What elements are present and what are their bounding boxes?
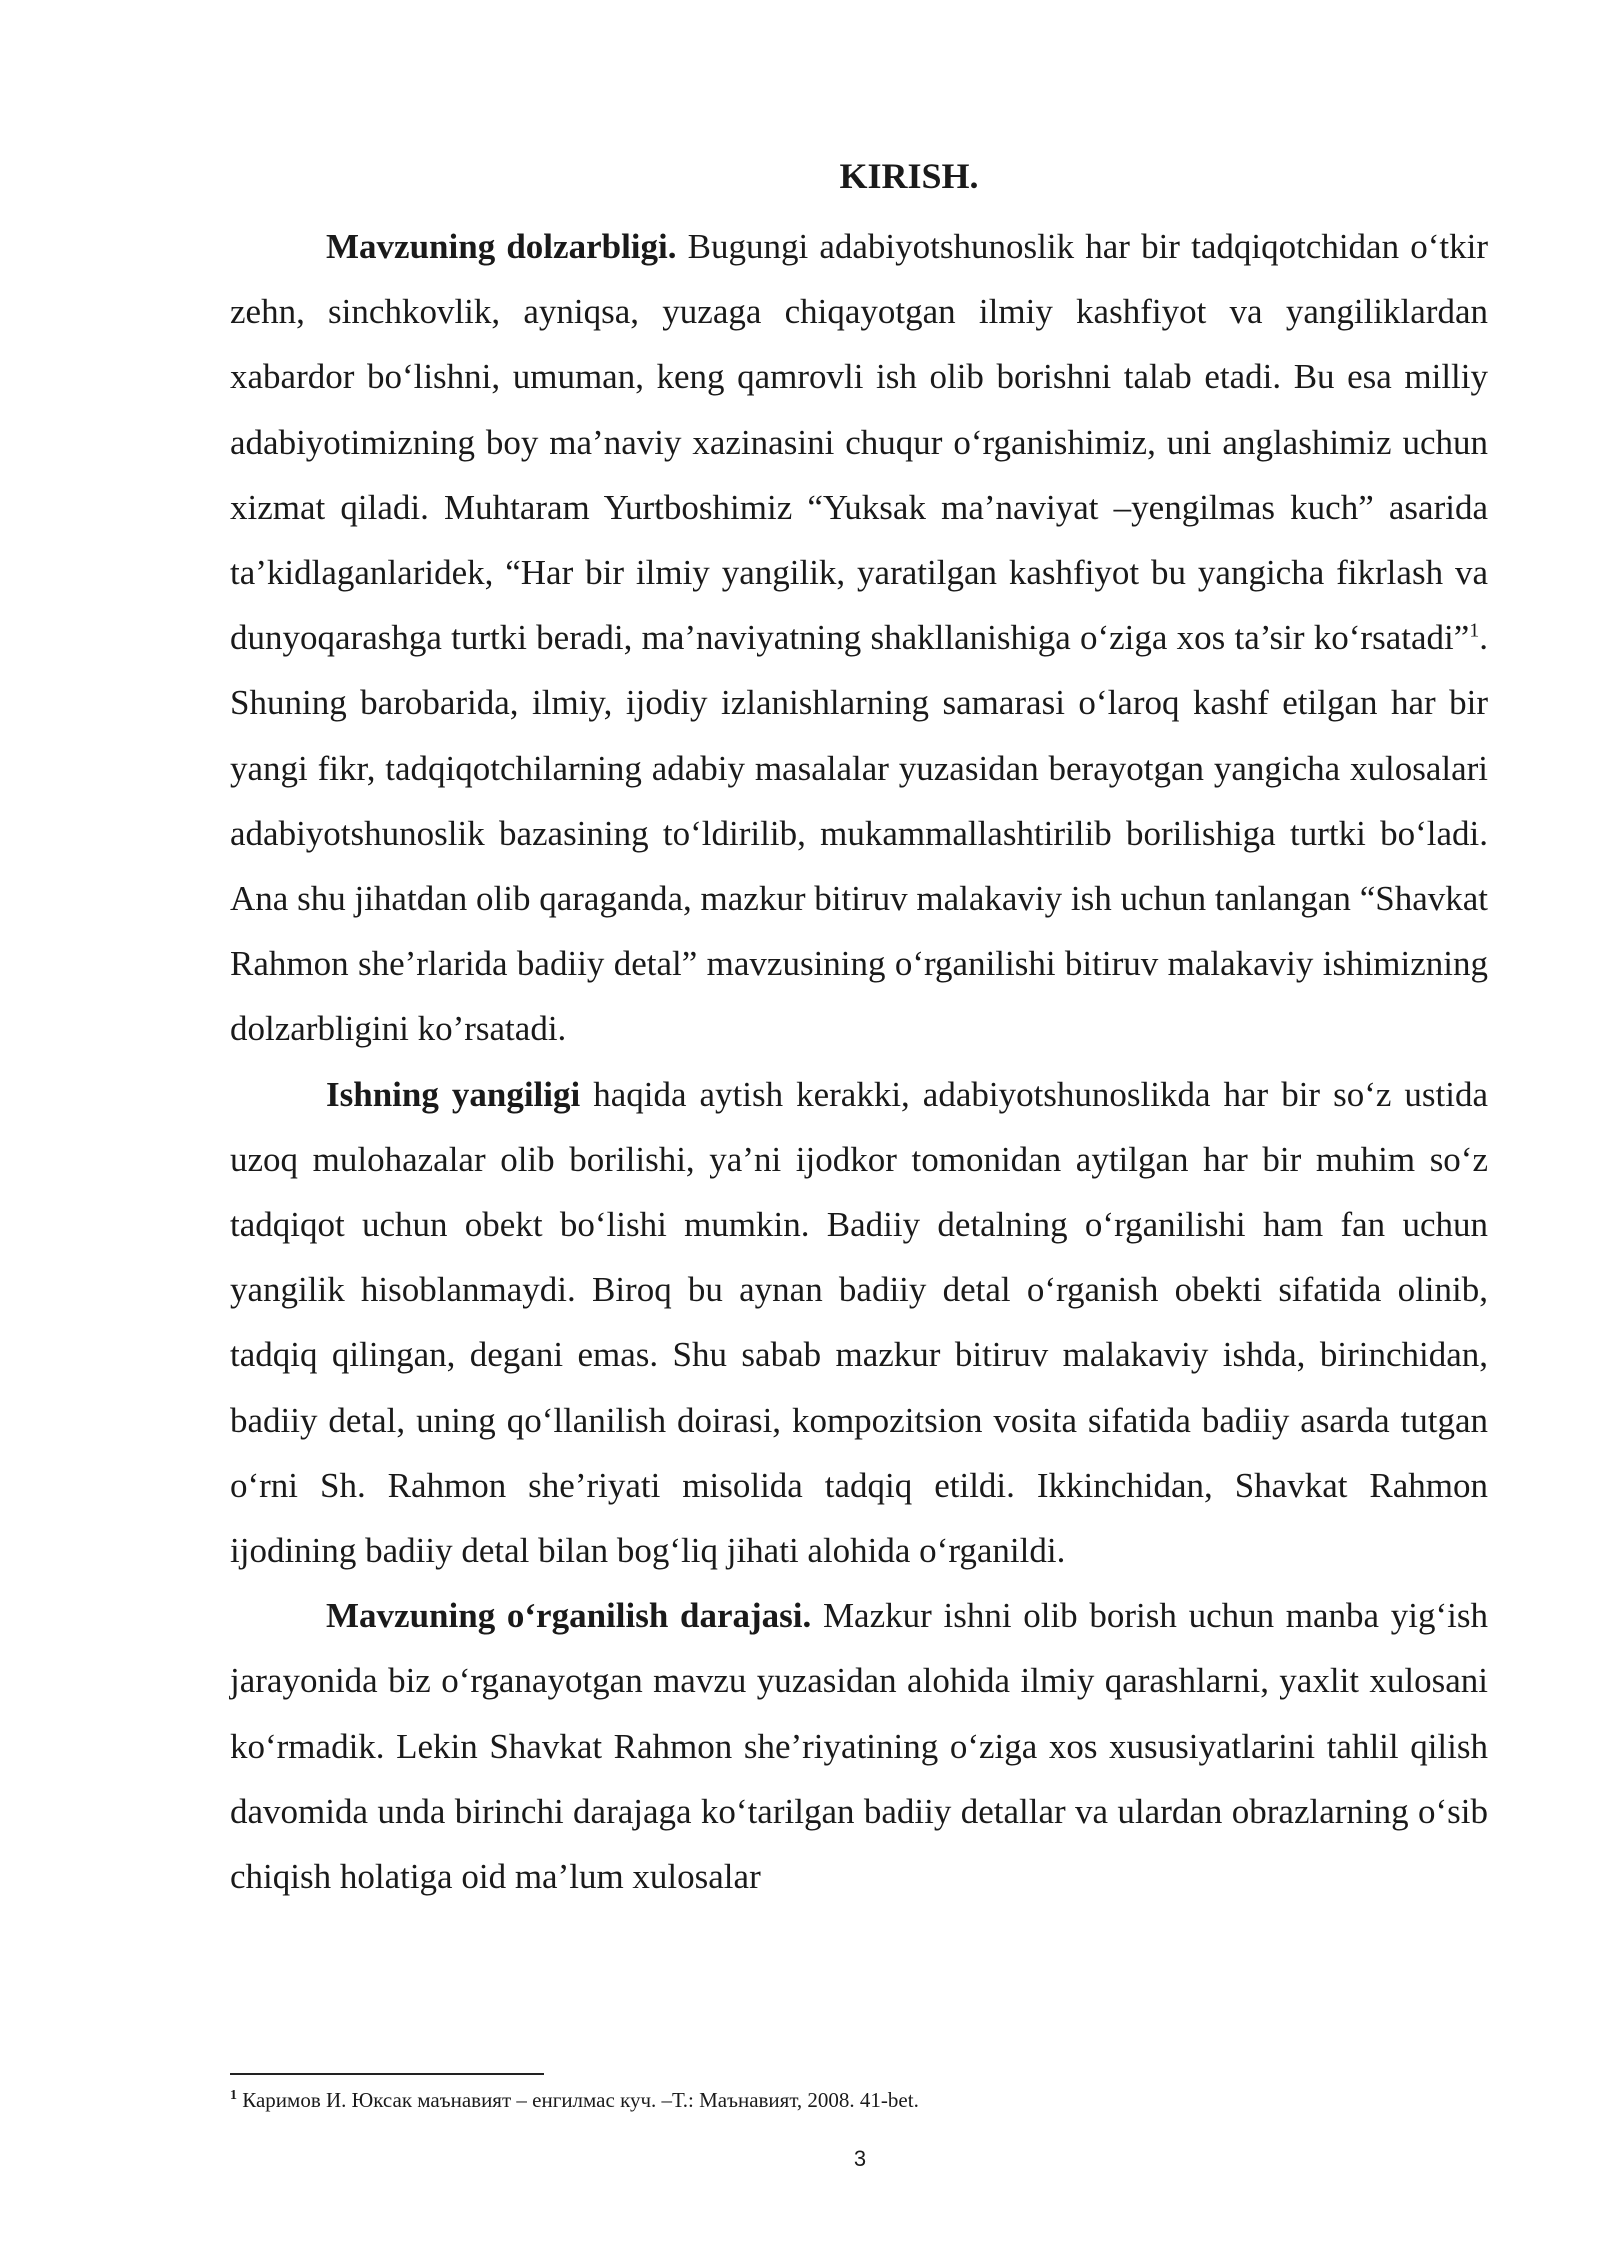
paragraph-text: . Shuning barobarida, ilmiy, ijodiy izlanishlarning samarasi o‘laroq kashf etilgan har bir yangi fikr, tadqiqotchilarning adabiy masalalar yuzasidan berayotgan yangicha xulosalari adabiyotshunoslik bazasining to‘ldirilib, mukammallashtirilib borilishiga turtki bo‘ladi. Ana shu jihatdan olib qaraganda, mazkur bitiruv malakaviy ish uchun tanlangan “Shavkat Rahmon she’rlarida badiiy detal” mavzusining o‘rganilishi bitiruv malakaviy ishimizning dolzarbligini ko’rsatadi.	[230, 618, 1488, 1049]
paragraph-novelty	[230, 1062, 1488, 1584]
paragraph-text: Bugungi adabiyotshunoslik har bir tadqiqotchidan o‘tkir zehn, sinchkovlik, ayniqsa, yuzaga chiqayotgan ilmiy kashfiyot va yangiliklardan xabardor bo‘lishni, umuman, keng qamrovli ish olib borishni talab etadi. Bu esa milliy adabiyotimizning boy ma’naviy xazinasini chuqur o‘rganishimiz, uni anglashimiz uchun xizmat qiladi. Muhtaram Yurtboshimiz “Yuksak ma’naviyat –yengilmas kuch” asarida ta’kidlaganlaridek, “Har bir ilmiy yangilik, yaratilgan kashfiyot bu yangicha fikrlash va dunyoqarashga turtki beradi, ma’naviyatning shakllanishiga o‘ziga xos ta’sir ko‘rsatadi”	[230, 227, 1489, 658]
page-number: 3	[853, 2146, 867, 2171]
paragraph-text: haqida aytish kerakki, adabiyotshunoslikda har bir so‘z ustida uzoq mulohazalar olib borilishi, ya’ni ijodkor tomonidan aytilgan har bir muhim so‘z tadqiqot uchun obekt bo‘lishi mumkin. Badiiy detalning o‘rganilishi ham fan uchun yangilik hisoblanmaydi. Biroq bu aynan badiiy detal o‘rganish obekti sifatida olinib, tadqiq qilingan, degani emas. Shu sabab mazkur bitiruv malakaviy ishda, birinchidan, badiiy detal, uning qo‘llanilish doirasi, kompozitsion vosita sifatida badiiy asarda tutgan o‘rni Sh. Rahmon she’riyati misolida tadqiq etildi. Ikkinchidan, Shavkat Rahmon ijodining badiiy detal bilan bog‘liq jihati alohida o‘rganildi.	[230, 1074, 1488, 1571]
paragraph-lead: Mavzuning o‘rganilish darajasi.	[326, 1596, 812, 1636]
footnote-reference[interactable]: 1	[1469, 619, 1480, 642]
document-page	[230, 148, 1488, 1909]
footnote-text: Каримов И. Юксак маънавият – енгилмас куч. –Т.: Маънавият, 2008. 41-bet.	[237, 2088, 919, 2112]
footnote	[230, 2085, 1488, 2115]
footnote-marker: 1	[230, 2088, 237, 2103]
paragraph-lead: Mavzuning dolzarbligi.	[326, 227, 677, 266]
paragraph-relevance	[230, 214, 1488, 1062]
page-heading: KIRISH.	[839, 156, 979, 196]
paragraph-lead: Ishning yangiligi	[326, 1074, 581, 1114]
paragraph-text: Mazkur ishni olib borish uchun manba yig‘ish jarayonida biz o‘rganayotgan mavzu yuzasidan alohida ilmiy qarashlarni, yaxlit xulosani ko‘rmadik. Lekin Shavkat Rahmon she’riyatining o‘ziga xos xususiyatlarini tahlil qilish davomida unda birinchi darajaga ko‘tarilgan badiiy detallar va ulardan obrazlarning o‘sib chiqish holatiga oid ma’lum xulosalar	[230, 1596, 1489, 1897]
footnote-divider	[230, 2073, 544, 2075]
paragraph-study-level	[230, 1583, 1488, 1909]
